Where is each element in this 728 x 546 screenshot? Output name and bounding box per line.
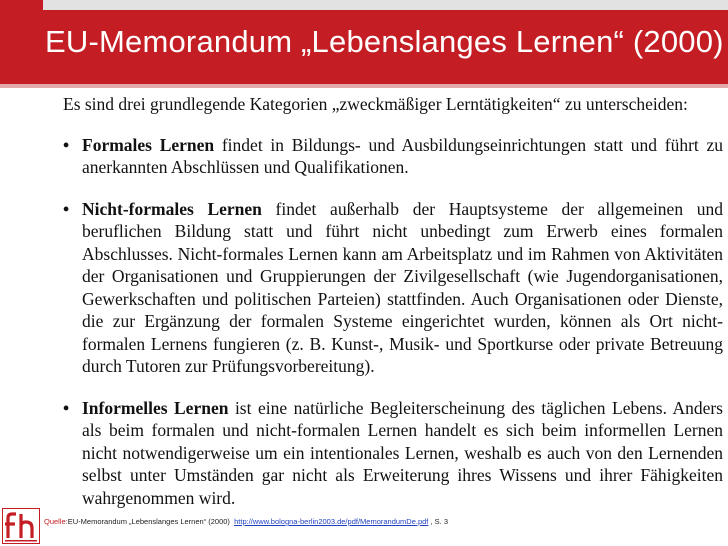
source-link[interactable]: http://www.bologna-berlin2003.de/pdf/MemorandumDe.pdf [234,517,429,526]
slide-content [63,93,723,528]
fh-logo [2,508,40,544]
bullet-formal [63,134,723,179]
bullet-informal [63,397,723,510]
top-bar [0,0,728,10]
text-formal: findet in Bildungs- und Ausbildungseinrichtungen statt und führt zu anerkannten Abschlüssen und Qualifikationen. [82,134,723,177]
text-nonformal: findet außerhalb der Hauptsysteme der allgemeinen und beruflichen Bildung statt und führt nicht unbedingt zum Erwerb eines formalen Abschlusses. Nicht-formales Lernen kann am Arbeitsplatz und im Rahmen von Aktivitäten der Organisationen und Gruppierungen der Zivilgesellschaft (wie Jugendorganisationen, Gewerkschaften und politischen Parteien) stattfinden. Auch Organisationen oder Dienste, die zur Ergänzung der formalen Systeme eingerichtet wurden, können als Ort nicht-formalen Lernens fungieren (z. B. Kunst-, Musik- und Sportkurse oder private Betreuung durch Tutoren zur Prüfungsvorbereitung). [82,198,723,376]
bullet-dot: • [63,198,70,219]
bullet-dot: • [63,134,70,155]
bullet-nonformal [63,198,723,378]
source-label: Quelle: [44,517,68,526]
bullet-dot: • [63,397,70,418]
source-citation [44,517,448,526]
intro-text: Es sind drei grundlegende Kategorien „zweckmäßiger Lerntätigkeiten“ zu unterscheiden: [63,94,688,114]
text-informal: ist eine natürliche Begleiterscheinung des täglichen Lebens. Anders als beim formalen und nicht-formalen Lernen handelt es sich beim informellen Lernen nicht notwendigerweise um ein intentionales Lernen, weshalb es auch von den Lernenden selbst unter Umständen gar nicht als Erweiterung ihres Wissens und ihrer Fähigkeiten wahrgenommen wird. [82,397,723,508]
top-bar-accent [0,0,43,10]
title-bar-divider [0,84,728,88]
source-text: EU-Memorandum „Lebenslanges Lernen“ (2000) [67,517,230,526]
term-formal: Formales Lernen [82,134,215,155]
term-informal: Informelles Lernen [82,397,229,418]
term-nonformal: Nicht-formales Lernen [82,198,262,219]
page-ref: , S. 3 [430,517,449,526]
slide-title: EU-Memorandum „Lebenslanges Lernen“ (2000) [45,24,724,59]
